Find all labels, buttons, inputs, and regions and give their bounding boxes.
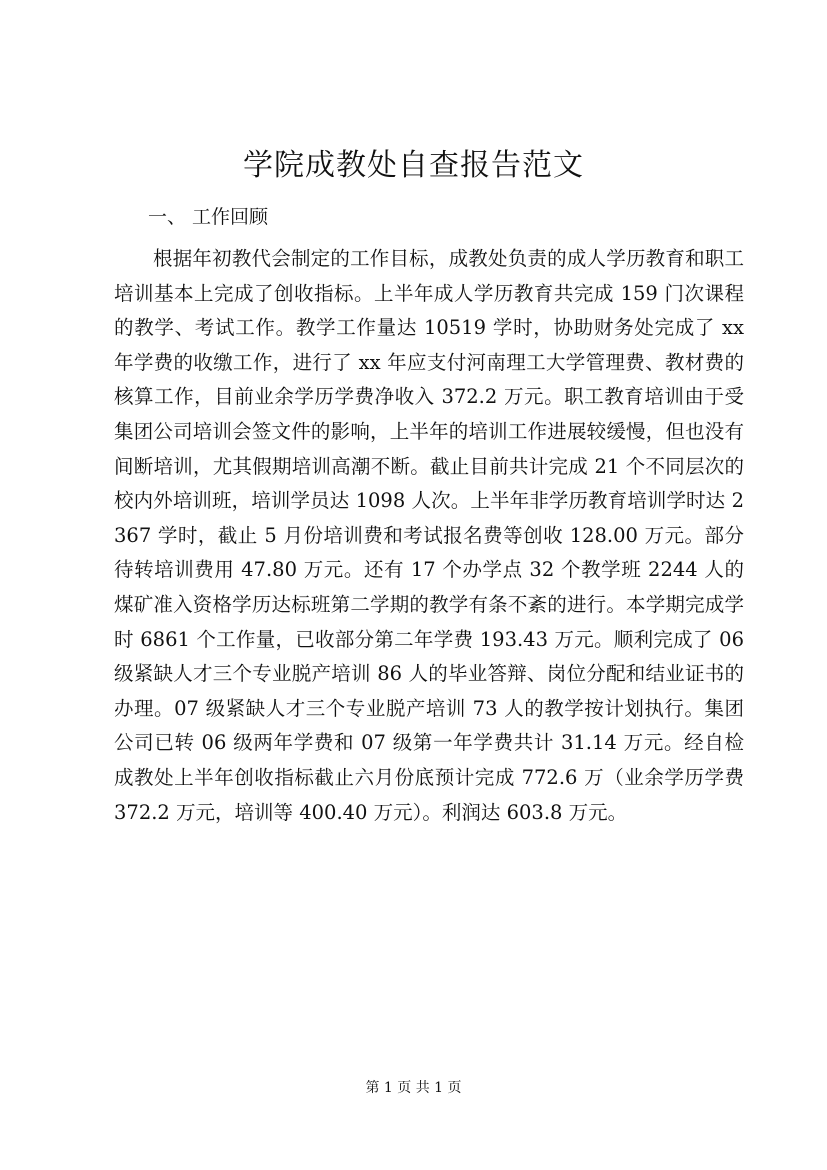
page-footer: 第 1 页 共 1 页 xyxy=(365,1080,462,1096)
section-heading: 一、 工作回顾 xyxy=(148,206,269,228)
document-title: 学院成教处自查报告范文 xyxy=(243,148,584,183)
body-paragraph: 根据年初教代会制定的工作目标，成教处负责的成人学历教育和职工培训基本上完成了创收指标。上半年成人学历教育共完成 159 门次课程的教学、考试工作。教学工作量达 10519 学时，协助财务处完成了 xx 年学费的收缴工作，进行了 xx 年应支付河南理工大学管理费、教材费的核算工作，目前业余学历学费净收入 372.2 万元。职工教育培训由于受集团公司培训会签文件的影响，上半年的培训工作进展较缓慢，但也没有间断培训，尤其假期培训高潮不断。截止目前共计完成 21 个不同层次的校内外培训班，培训学员达 1098 人次。上半年非学历教育培训学时达 2367 学时，截止 5 月份培训费和考试报名费等创收 128.00 万元。部分待转培训费用 47.80 万元。还有 17 个办学点 32 个教学班 2244 人的煤矿准入资格学历达标班第二学期的教学有条不紊的进行。本学期完成学时 6861 个工作量，已收部分第二年学费 193.43 万元。顺利完成了 06 级紧缺人才三个专业脱产培训 86 人的毕业答辩、岗位分配和结业证书的办理。07 级紧缺人才三个专业脱产培训 73 人的教学按计划执行。集团公司已转 06 级两年学费和 07 级第一年学费共计 31.14 万元。经自检成教处上半年创收指标截止六月份底预计完成 772.6 万（业余学历学费 372.2 万元，培训等 400.40 万元）。利润达 603.8 万元。 xyxy=(114,247,744,824)
